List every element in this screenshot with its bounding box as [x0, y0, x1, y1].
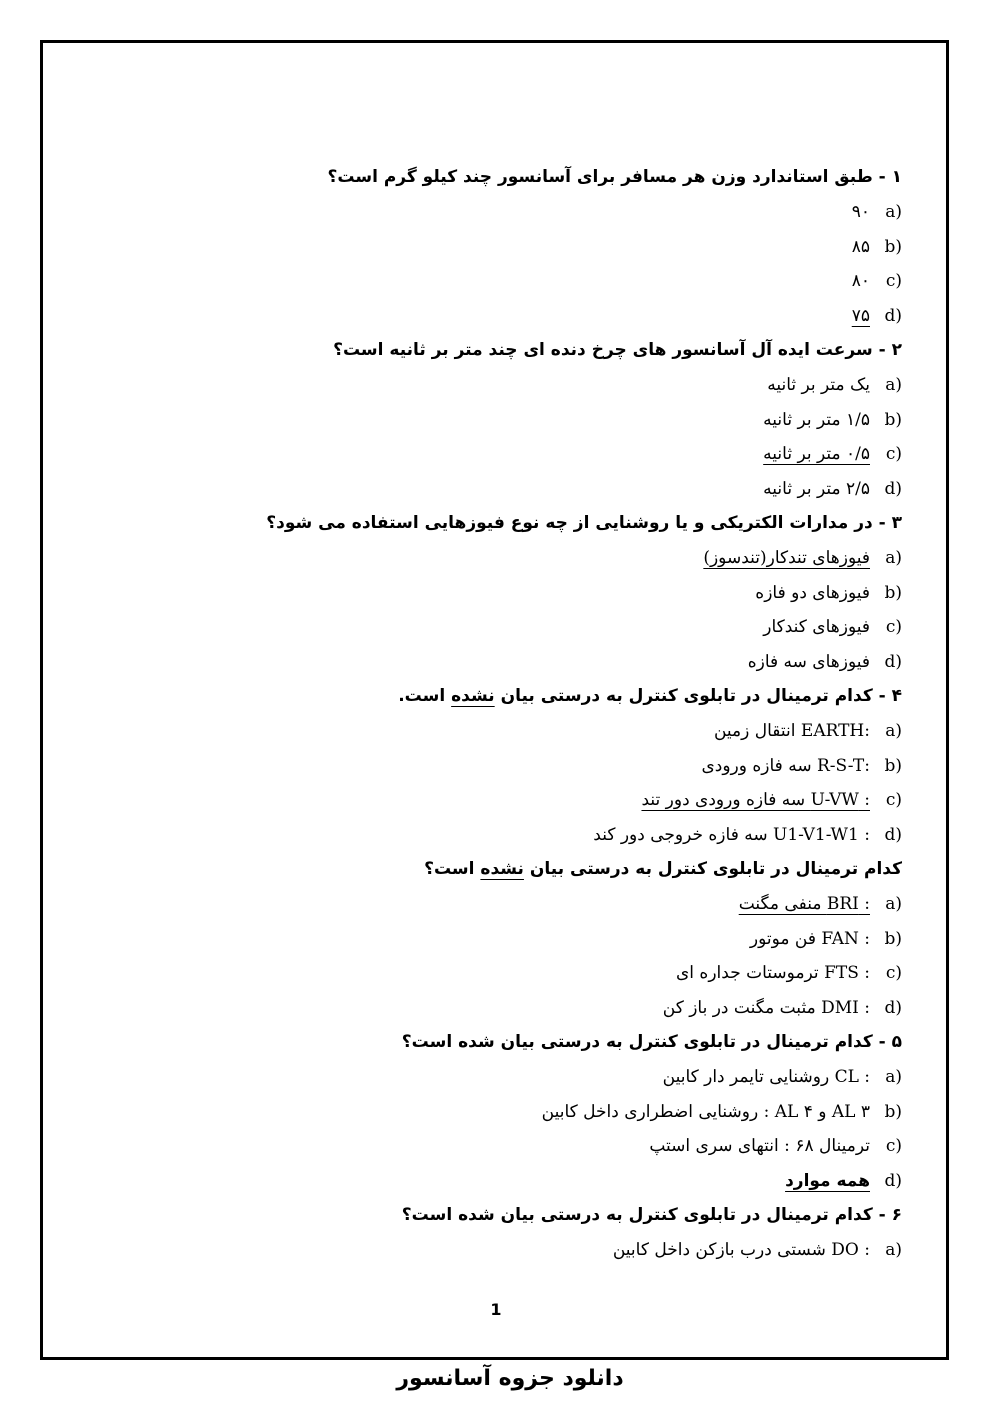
option-letter: d) [884, 1170, 902, 1191]
question-2-title: ۲ - سرعت ایده آل آسانسور های چرخ دنده ای چند متر بر ثانیه است؟ [333, 340, 902, 360]
question-1-option-b [90, 230, 902, 265]
option-letter: a) [885, 202, 902, 222]
question-5-option-b [90, 1095, 902, 1130]
option-letter: a) [885, 1067, 902, 1087]
question-4-option-d [90, 818, 902, 853]
option-letter: b) [884, 236, 902, 257]
footer-title: دانلود جزوه آسانسور [396, 1366, 624, 1391]
question-2-option-b [90, 403, 902, 438]
question-title-emphasis: نشده [480, 859, 524, 879]
question-3-option-b [90, 576, 902, 611]
question-4-option-b [90, 749, 902, 784]
option-text: ترمینال ۶۸ : انتهای سری استپ [649, 1136, 870, 1156]
option-text: : FAN فن موتور [749, 928, 870, 949]
option-letter: d) [884, 997, 902, 1018]
question-5-option-c [90, 1129, 902, 1164]
option-text-correct: فیوزهای تندکار(تندسوز) [703, 548, 870, 568]
option-letter: c) [885, 444, 902, 464]
option-letter: d) [884, 651, 902, 672]
question-title-text: است. [398, 686, 452, 706]
option-text: ۹۰ [851, 202, 870, 222]
option-text-correct: ۰/۵ متر بر ثانیه [763, 444, 870, 464]
question-4-option-a [90, 714, 902, 749]
option-text: : CL روشنایی تایمر دار کابین [662, 1067, 870, 1087]
question-2-option-a [90, 368, 902, 403]
option-text: : DMI مثبت مگنت در باز کن [662, 997, 870, 1018]
option-text: : FTS ترموستات جداره ای [676, 963, 870, 983]
question-4b-title [90, 852, 902, 887]
option-text: فیوزهای کندکار [763, 617, 870, 637]
option-letter: b) [884, 409, 902, 430]
option-letter: a) [885, 1240, 902, 1260]
option-text: : U1-V1-W1 سه فازه خروجی دور کند [593, 824, 870, 845]
option-text: ۲/۵ متر بر ثانیه [763, 478, 870, 499]
option-text: ۸۵ [851, 236, 870, 257]
question-1-title: ۱ - طبق استاندارد وزن هر مسافر برای آسانسور چند کیلو گرم است؟ [327, 167, 902, 187]
question-3-option-c [90, 610, 902, 645]
question-1-option-a [90, 195, 902, 230]
option-text: ۱/۵ متر بر ثانیه [763, 409, 870, 430]
option-text: :R-S-T سه فازه ورودی [701, 755, 870, 776]
question-5-title: ۵ - کدام ترمینال در تابلوی کنترل به درستی بیان شده است؟ [401, 1032, 902, 1052]
option-letter: a) [885, 375, 902, 395]
option-letter: a) [885, 721, 902, 741]
question-2-option-c [90, 437, 902, 472]
question-title-emphasis: نشده [451, 686, 495, 706]
question-6-title: ۶ - کدام ترمینال در تابلوی کنترل به درستی بیان شده است؟ [401, 1205, 902, 1225]
option-text-correct: : BRI منفی مگنت [738, 894, 870, 914]
question-title-text: است؟ [424, 859, 481, 879]
option-text: :EARTH انتقال زمین [713, 721, 870, 741]
question-4-option-c [90, 783, 902, 818]
question-2-option-d [90, 472, 902, 507]
question-3-option-a [90, 541, 902, 576]
option-letter: d) [884, 824, 902, 845]
question-title-text: ۴ - کدام ترمینال در تابلوی کنترل به درستی بیان [494, 686, 902, 706]
option-letter: a) [885, 548, 902, 568]
option-letter: c) [885, 271, 902, 291]
option-letter: c) [885, 617, 902, 637]
option-letter: c) [885, 963, 902, 983]
question-3-option-d [90, 645, 902, 680]
question-6-option-a [90, 1233, 902, 1268]
question-1-option-d [90, 299, 902, 334]
question-4b-option-c [90, 956, 902, 991]
option-text: AL ۳ و AL ۴ : روشنایی اضطراری داخل کابین [541, 1101, 870, 1122]
question-1-option-c [90, 264, 902, 299]
option-letter: b) [884, 755, 902, 776]
option-letter: b) [884, 582, 902, 603]
question-4b-option-a [90, 887, 902, 922]
option-text: فیوزهای سه فازه [747, 651, 870, 672]
option-text: فیوزهای دو فازه [755, 582, 870, 603]
option-text-correct: : U-VW سه فازه ورودی دور تند [641, 790, 870, 810]
option-text: ۸۰ [851, 271, 870, 291]
question-4-title [90, 679, 902, 714]
option-text: یک متر بر ثانیه [767, 375, 870, 395]
option-letter: a) [885, 894, 902, 914]
question-3-title: ۳ - در مدارات الکتریکی و یا روشنایی از چه نوع فیوزهایی استفاده می شود؟ [266, 513, 902, 533]
question-4b-option-d [90, 991, 902, 1026]
page-number: 1 [490, 1300, 502, 1319]
option-letter: d) [884, 478, 902, 499]
option-text-correct: همه موارد [785, 1170, 870, 1191]
question-title-text: کدام ترمینال در تابلوی کنترل به درستی بیان [523, 859, 902, 879]
option-letter: c) [885, 1136, 902, 1156]
option-text: : DO شستی درب بازکن داخل کابین [612, 1240, 870, 1260]
question-4b-option-b [90, 922, 902, 957]
question-5-option-d [90, 1164, 902, 1199]
option-text-correct: ۷۵ [851, 305, 870, 326]
option-letter: c) [885, 790, 902, 810]
question-5-option-a [90, 1060, 902, 1095]
option-letter: d) [884, 305, 902, 326]
option-letter: b) [884, 1101, 902, 1122]
option-letter: b) [884, 928, 902, 949]
quiz-content [90, 160, 902, 1268]
